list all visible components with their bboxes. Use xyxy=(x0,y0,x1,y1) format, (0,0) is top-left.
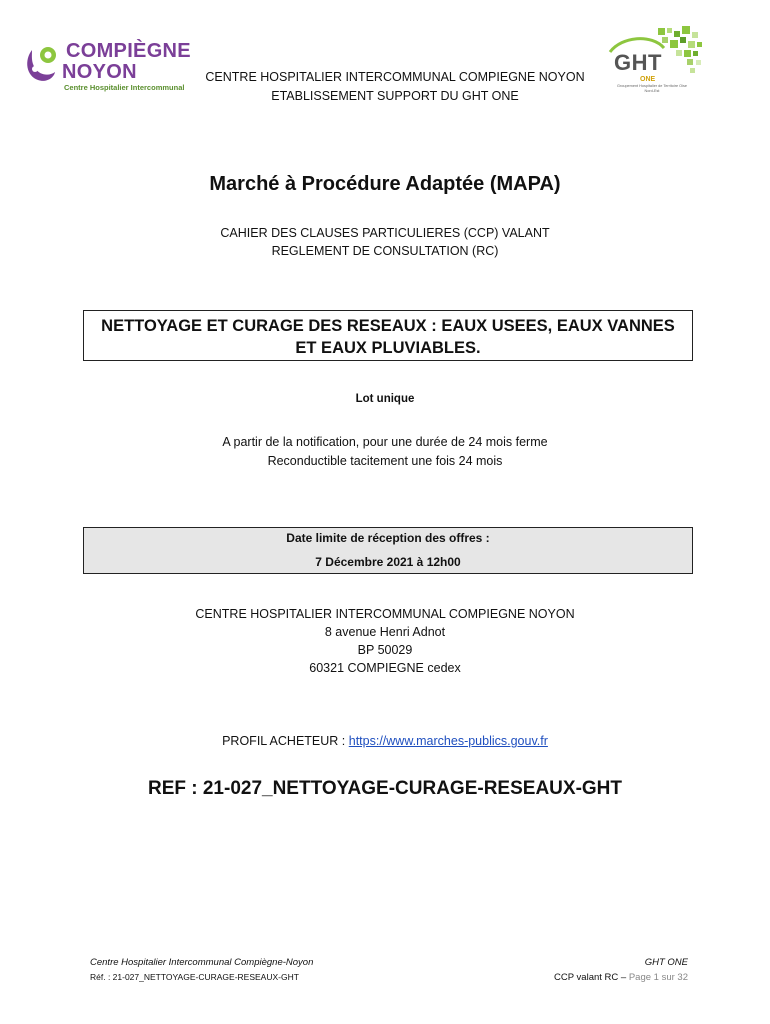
deadline-label: Date limite de réception des offres : xyxy=(286,531,490,545)
logo-text-subtitle: Centre Hospitalier Intercommunal xyxy=(64,83,185,92)
logo-text-compiegne: COMPIÈGNE xyxy=(66,40,191,62)
ght-one-text: ONE xyxy=(640,76,656,83)
buyer-profile-label: PROFIL ACHETEUR : xyxy=(222,734,349,748)
address-line-3: BP 50029 xyxy=(357,643,413,657)
ght-subtitle-text: Groupement Hospitalier de Territoire Oise Nord-Est xyxy=(617,84,687,93)
ccp-line-1: CAHIER DES CLAUSES PARTICULIERES (CCP) VALANT xyxy=(220,226,550,240)
header-establishment xyxy=(160,68,630,106)
ght-logo-text: GHT xyxy=(614,50,662,75)
footer-page-info xyxy=(480,970,688,985)
subject-box xyxy=(83,310,693,361)
footer-reference: Réf. : 21-027_NETTOYAGE-CURAGE-RESEAUX-GHT xyxy=(90,972,299,982)
footer-page-number: Page 1 sur 32 xyxy=(628,972,688,983)
address-line-1: CENTRE HOSPITALIER INTERCOMMUNAL COMPIEGNE NOYON xyxy=(195,607,575,621)
deadline-box xyxy=(83,527,693,574)
duration-line-2: Reconductible tacitement une fois 24 mois xyxy=(267,454,503,468)
ccp-line-2: REGLEMENT DE CONSULTATION (RC) xyxy=(271,244,499,258)
subject-line-1: NETTOYAGE ET CURAGE DES RESEAUX : EAUX USEES, EAUX VANNES xyxy=(101,317,675,335)
buyer-profile xyxy=(0,734,770,748)
buyer-profile-link[interactable]: https://www.marches-publics.gouv.fr xyxy=(348,734,548,748)
address-block xyxy=(0,605,770,677)
address-line-4: 60321 COMPIEGNE cedex xyxy=(309,661,461,675)
footer-hospital-name: Centre Hospitalier Intercommunal Compiègne-Noyon xyxy=(90,957,314,968)
duration-text xyxy=(0,433,770,471)
logo-text-noyon: NOYON xyxy=(62,61,137,83)
hospital-logo-icon xyxy=(22,42,66,86)
footer-ght-name: GHT ONE xyxy=(644,957,688,968)
footer-left xyxy=(90,955,313,985)
subject-text xyxy=(84,311,692,359)
footer-doc-type: CCP valant RC – xyxy=(554,972,629,983)
document-title: Marché à Procédure Adaptée (MAPA) xyxy=(209,173,561,195)
ccp-description xyxy=(0,224,770,260)
header-line-1: CENTRE HOSPITALIER INTERCOMMUNAL COMPIEGNE NOYON xyxy=(205,70,585,84)
lot-label: Lot unique xyxy=(355,393,415,405)
address-line-2: 8 avenue Henri Adnot xyxy=(324,625,446,639)
subject-line-2: ET EAUX PLUVIABLES. xyxy=(295,339,481,357)
footer-right xyxy=(480,955,688,985)
duration-line-1: A partir de la notification, pour une durée de 24 mois ferme xyxy=(222,435,548,449)
reference-title: REF : 21-027_NETTOYAGE-CURAGE-RESEAUX-GHT xyxy=(147,778,623,799)
header-line-2: ETABLISSEMENT SUPPORT DU GHT ONE xyxy=(271,89,519,103)
deadline-value: 7 Décembre 2021 à 12h00 xyxy=(315,555,461,569)
